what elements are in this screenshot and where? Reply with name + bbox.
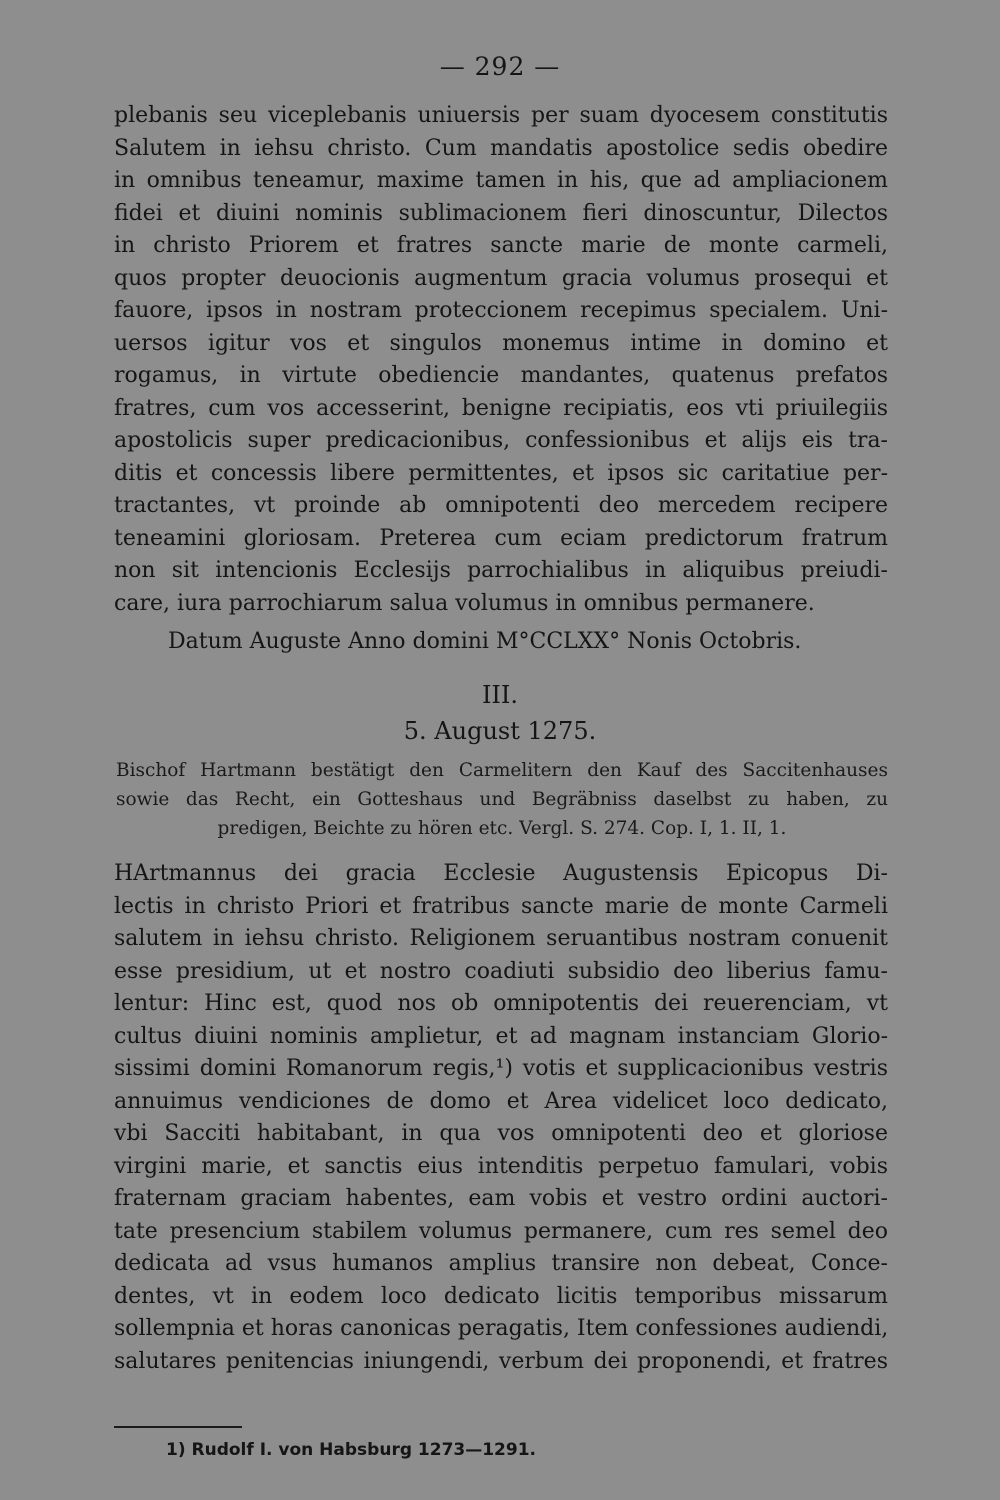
text-line: in omnibus teneamur, maxime tamen in his, que ad ampliacionem [114,168,888,193]
text-line: in christo Priorem et fratres sancte marie de monte carmeli, [114,233,888,258]
text-line: care, iura parrochiarum salua volumus in omnibus permanere. [114,590,815,616]
charter-text-1 [114,100,888,620]
text-line: non sit intencionis Ecclesijs parrochialibus in aliquibus preiudi- [114,558,888,583]
regest-summary [116,756,888,843]
text-line: lectis in christo Priori et fratribus sancte marie de monte Carmeli [114,893,888,919]
text-line: uersos igitur vos et singulos monemus intime in domino et [114,330,888,356]
footnote-divider [114,1426,242,1428]
text-line: lentur: Hinc est, quod nos ob omnipotentis dei reuerenciam, vt [114,991,888,1016]
text-line: Salutem in iehsu christo. Cum mandatis apostolice sedis obedire [114,135,888,161]
text-line: tractantes, vt proinde ab omnipotenti deo mercedem recipere [114,493,888,518]
text-line: tate presencium stabilem volumus permanere, cum res semel deo [114,1218,888,1244]
page-number: — 292 — [439,52,561,81]
regest-line: sowie das Recht, ein Gotteshaus und Begräbniss daselbst zu haben, zu [116,789,888,810]
text-line: vbi Sacciti habitabant, in qua vos omnipotenti deo et gloriose [114,1121,888,1146]
text-line: fauore, ipsos in nostram proteccionem recepimus specialem. Uni- [114,298,888,323]
text-line: plebanis seu viceplebanis uniuersis per suam dyocesem constitutis [114,103,888,128]
regest-line: Bischof Hartmann bestätigt den Carmelitern den Kauf des Saccitenhauses [116,760,888,781]
charter-text-2 [114,858,888,1378]
dating-line: Datum Auguste Anno domini M°CCLXX° Nonis Octobris. [168,629,802,654]
dating-clause [114,626,888,659]
text-line: apostolicis super predicacionibus, confessionibus et alijs eis tra- [114,428,888,453]
text-line: dentes, vt in eodem loco dedicato licitis temporibus missarum [114,1283,888,1309]
text-line: sollempnia et horas canonicas peragatis, Item confessiones audiendi, [114,1316,889,1341]
text-line: ditis et concessis libere permittentes, et ipsos sic caritatiue per- [114,460,888,486]
text-line: virgini marie, et sanctis eius intenditis perpetuo famulari, vobis [114,1153,888,1179]
text-line: cultus diuini nominis amplietur, et ad magnam instanciam Glorio- [114,1023,888,1049]
text-line: teneamini gloriosam. Preterea cum eciam predictorum fratrum [114,525,888,551]
regest-line: predigen, Beichte zu hören etc. Vergl. S. 274. Cop. I, 1. II, 1. [217,818,787,839]
text-line: sissimi domini Romanorum regis,¹) votis et supplicacionibus vestris [114,1056,888,1081]
text-line: salutares penitencias iniungendi, verbum dei proponendi, et fratres [114,1348,888,1374]
text-line: salutem in iehsu christo. Religionem seruantibus nostram conuenit [114,926,888,951]
footnote: 1) Rudolf I. von Habsburg 1273—1291. [166,1440,536,1460]
text-line: fidei et diuini nominis sublimacionem fieri dinoscuntur, Dilectos [114,200,888,226]
text-line: HArtmannus dei gracia Ecclesie Augustensis Epicopus Di- [114,861,888,886]
text-line: esse presidium, ut et nostro coadiuti subsidio deo liberius famu- [114,958,888,984]
text-line: rogamus, in virtute obediencie mandantes, quatenus prefatos [114,363,888,388]
text-line: dedicata ad vsus humanos amplius transire non debeat, Conce- [114,1251,888,1276]
text-line: fratres, cum vos accesserint, benigne recipiatis, eos vti priuilegiis [114,395,888,421]
document-date: 5. August 1275. [403,717,597,745]
text-line: fraternam graciam habentes, eam vobis et vestro ordini auctori- [114,1186,888,1211]
text-line: quos propter deuocionis augmentum gracia volumus prosequi et [114,265,888,291]
document-number: III. [481,681,519,709]
text-line: annuimus vendiciones de domo et Area videlicet loco dedicato, [114,1088,888,1114]
